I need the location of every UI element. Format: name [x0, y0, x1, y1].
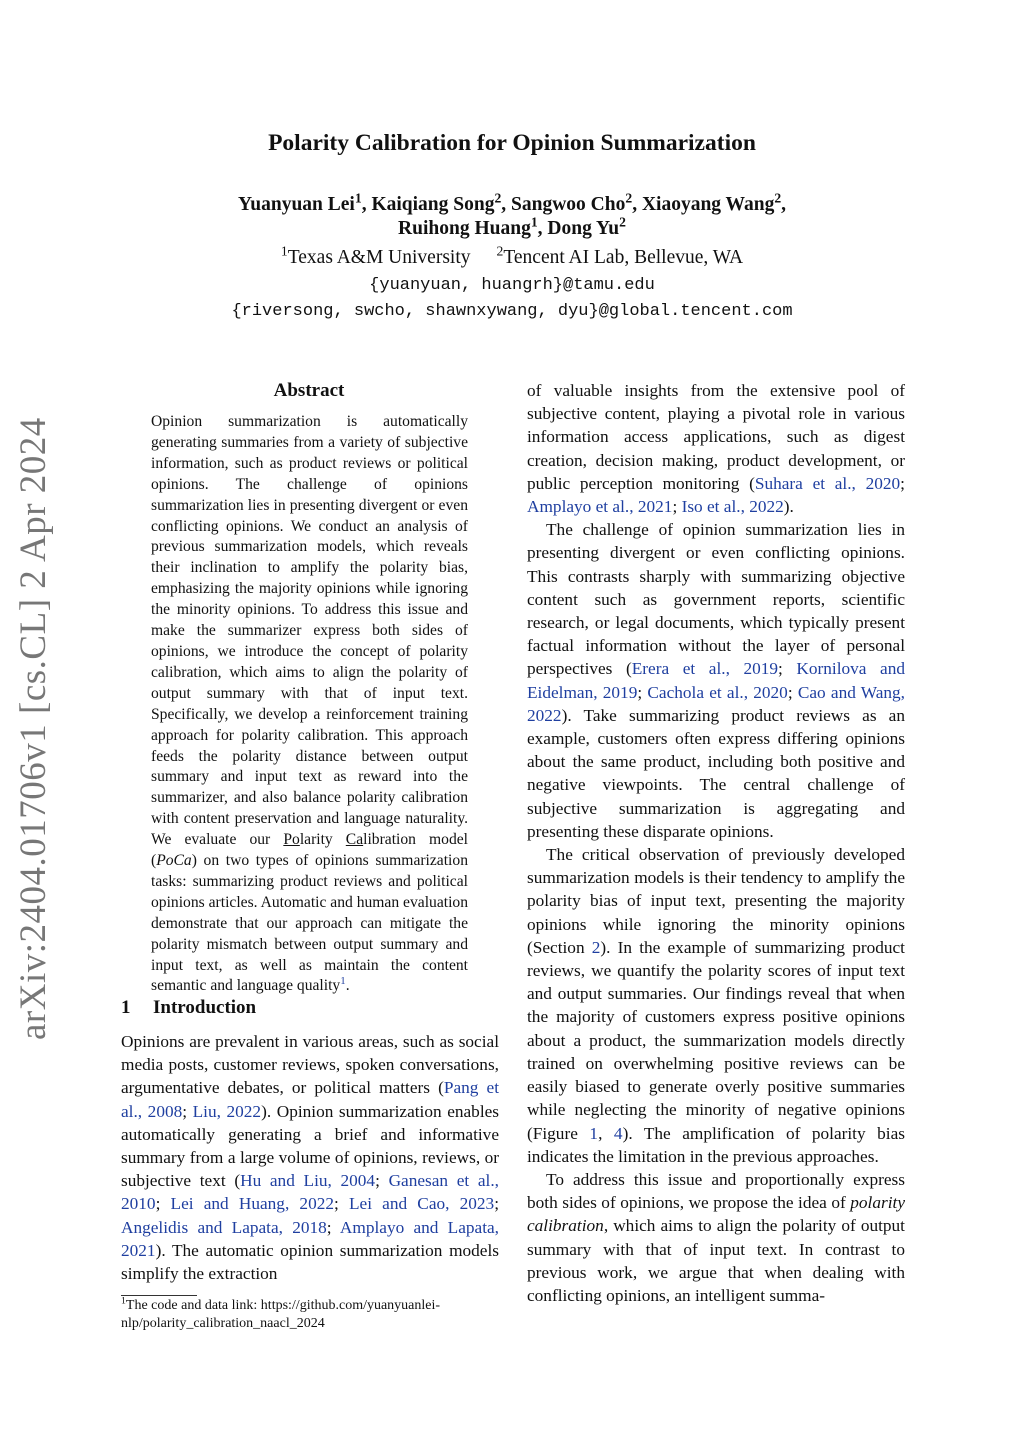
intro-paragraph: Opinions are prevalent in various areas, such as social media posts, customer reviews, spoken conversations, argumentative debates, or political matters (Pang et al., 2008; Liu, 2022). Opinion summarization enables automatically generating a brief and informative summary from a large volume of opinions, reviews, or subjective text (Hu and Liu, 2004; Ganesan et al., 2010; Lei and Huang, 2022; Lei and Cao, 2023; Angelidis and Lapata, 2018; Amplayo and Lapata, 2021). The automatic opinion summarization models simplify the extraction	[121, 1032, 500, 1284]
abstract-heading: Abstract	[273, 380, 345, 401]
citation-link[interactable]: Suhara et al., 2020	[754, 473, 901, 493]
footnote	[121, 1297, 499, 1333]
section-number: 1	[121, 997, 131, 1018]
citation-link[interactable]: Kornilova and Eidelman, 2019	[527, 659, 906, 702]
author-name: Dong Yu	[547, 218, 620, 239]
paragraph: The critical observation of previously developed summarization models is their tendency to amplify the polarity bias of input text, presenting the majority opinions while ignoring the minority opinions (Section 2). In the example of summarizing product reviews, we quantify the polarity scores of input text and output summaries. Our findings reveal that when the majority of customers express positive opinions about a product, the summarization models directly trained on overwhelming positive reviews can be easily biased to generate overly positive summaries while neglecting the minority of negative opinions (Figure 1, 4). The amplification of polarity bias indicates the limitation in the previous approaches.	[527, 845, 905, 1166]
paper-title: Polarity Calibration for Opinion Summarization	[268, 130, 756, 156]
footnote-mark: 1	[121, 1295, 126, 1307]
affil-mark: 1	[280, 243, 288, 259]
author-affil-mark: 2	[774, 190, 782, 206]
citation-link[interactable]: Erera et al., 2019	[631, 659, 779, 679]
citation-link[interactable]: Lei and Cao, 2023	[348, 1194, 495, 1214]
paragraph: To address this issue and proportionally express both sides of opinions, we propose the idea of polarity calibration, which aims to align the polarity of output summary with that of input text. In contrast to previous work, we argue that when dealing with conflicting opinions, an intelligent summa-	[527, 1169, 905, 1305]
author-affil-mark: 1	[354, 190, 362, 206]
author-line-2: Ruihong Huang$^1$, Dong Yu$^2$	[398, 214, 626, 239]
citation-link[interactable]: Hu and Liu, 2004	[240, 1171, 376, 1191]
affil-mark: 2	[496, 243, 504, 259]
author-name: Sangwoo Cho	[511, 194, 626, 215]
footnote-rule	[121, 1295, 197, 1296]
right-column	[527, 379, 905, 1307]
section-ref-link[interactable]: 2	[591, 937, 601, 957]
citation-link[interactable]: Angelidis and Lapata, 2018	[121, 1217, 327, 1237]
paragraph: of valuable insights from the extensive pool of subjective content, playing a pivotal role in various information access applications, such as digest creation, decision making, product development, or public perception monitoring (Suhara et al., 2020; Amplayo et al., 2021; Iso et al., 2022).	[527, 381, 905, 517]
citation-link[interactable]: Iso et al., 2022	[681, 497, 784, 517]
affiliation-1: Texas A&M University	[287, 247, 471, 268]
email-line-1[interactable]: {yuanyuan, huangrh}@tamu.edu	[369, 276, 655, 295]
po-underline: Po	[283, 831, 300, 849]
citation-link[interactable]: Lei and Huang, 2022	[170, 1194, 334, 1214]
citation-link[interactable]: Liu, 2022	[192, 1101, 262, 1121]
section-title: Introduction	[153, 997, 257, 1018]
author-line-1: Yuanyuan Lei$^1$, Kaiqiang Song$^2$, Sangwoo Cho$^2$, Xiaoyang Wang$^2$,	[237, 190, 787, 215]
affiliation-2: Tencent AI Lab, Bellevue, WA	[503, 247, 744, 268]
paragraph: The challenge of opinion summarization lies in presenting divergent or even conflicting opinions. This contrasts sharply with summarizing objective content such as government reports, scientific research, or legal documents, which typically present factual information without the layer of personal perspectives (Erera et al., 2019; Kornilova and Eidelman, 2019; Cachola et al., 2020; Cao and Wang, 2022). Take summarizing product reviews as an example, customers often express differing opinions about the same product, including both positive and negative viewpoints. The central challenge of subjective summarization is aggregating and presenting these disparate opinions.	[527, 520, 906, 841]
author-name: Yuanyuan Lei	[237, 194, 355, 215]
citation-link[interactable]: Ganesan et al., 2010	[121, 1171, 499, 1214]
arxiv-stamp: arXiv:2404.01706v1 [cs.CL] 2 Apr 2024	[13, 417, 54, 1040]
abstract-text: Opinion summarization is automatically generating summaries from a variety of subjective information, such as product reviews or political opinions. The challenge of opinions summarization lies in presenting divergent or even conflicting opinions. We conduct an analysis of previous summarization models, which reveals their inclination to amplify the polarity bias, emphasizing the majority opinions while ignoring the minority opinions. To address this issue and make the summarizer express both sides of opinions, we introduce the concept of polarity calibration, which aims to align the polarity of output summary with that of input text. Specifically, we develop a reinforcement training approach for polarity calibration. This approach feeds the polarity distance between output summary and input text as reward into the summarizer, and also balance polarity calibration with content preservation and language naturality. We evaluate our Polarity Calibration model (PoCa) on two types of opinions summarization tasks: summarizing product reviews and political opinions articles. Automatic and human evaluation demonstrate that our approach can mitigate the polarity mismatch between output summary and input text, as well as maintain the content semantic and language quality$^1$.	[151, 413, 469, 995]
author-affil-mark: 2	[494, 190, 502, 206]
footnote-text: The code and data link: https://github.com/yuanyuanlei-nlp/polarity_calibration_naacl_2024	[121, 1298, 441, 1331]
citation-link[interactable]: Cao and Wang, 2022	[527, 682, 905, 725]
author-name: Ruihong Huang	[398, 218, 531, 239]
section-heading-introduction	[121, 997, 256, 1019]
footnote-ref[interactable]: 1	[340, 975, 346, 988]
author-affil-mark: 2	[619, 214, 626, 230]
author-affil-mark: 1	[530, 214, 538, 230]
author-affil-mark: 2	[625, 190, 633, 206]
author-name: Xiaoyang Wang	[641, 194, 775, 215]
author-name: Kaiqiang Song	[371, 194, 495, 215]
emphasis: polarity calibration	[527, 1193, 905, 1236]
citation-link[interactable]: Amplayo et al., 2021	[527, 497, 673, 517]
citation-link[interactable]: Amplayo and Lapata, 2021	[121, 1217, 499, 1260]
figure-ref-link[interactable]: 4	[613, 1123, 623, 1143]
citation-link[interactable]: Cachola et al., 2020	[647, 682, 788, 702]
affiliations	[0, 243, 1024, 269]
citation-link[interactable]: Pang et al., 2008	[121, 1078, 500, 1121]
ca-underline: Ca	[345, 831, 364, 849]
email-line-2[interactable]: {riversong, swcho, shawnxywang, dyu}@global.tencent.com	[231, 302, 793, 321]
model-name: PoCa	[156, 852, 192, 870]
figure-ref-link[interactable]: 1	[589, 1123, 599, 1143]
